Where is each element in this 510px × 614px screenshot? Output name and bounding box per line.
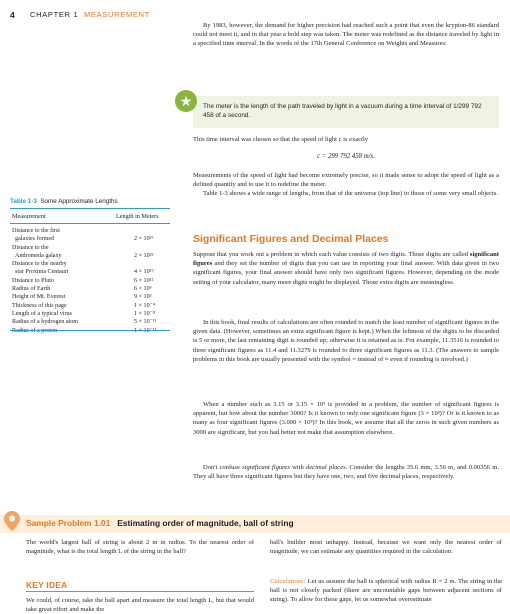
bold-term: significant figures [193, 251, 499, 268]
table-header-measurement: Measurement [12, 213, 46, 220]
table-row [12, 268, 168, 276]
table-cell-measurement: Length of a typical virus [12, 310, 72, 317]
sample-problem-statement: The world's largest ball of string is about 2 m in radius. To the nearest order of magnitude, what is the total length L of the string in the ball? [26, 539, 254, 556]
table-row [12, 260, 168, 268]
table-cell-measurement: Distance to the first [12, 228, 60, 234]
speed-of-light-equation: c = 299 792 458 m/s. [317, 153, 375, 160]
page-number: 4 [10, 10, 15, 20]
table-row [12, 235, 168, 243]
table-cell-measurement: Distance to the [12, 244, 49, 251]
paragraph-text: Let us assume the ball is spherical with radius R = 2 m. The string in the ball is not closely packed (there are uncountable gaps between adjacent sections of string). To allow for these gaps, let us somewhat overestimate [270, 578, 502, 604]
paragraph-significant-figures [193, 250, 499, 287]
table-cell-length: 5 × 10⁻¹¹ [134, 319, 157, 326]
table-cell-measurement: Radius of Earth [12, 286, 51, 293]
calculations-text [270, 577, 502, 605]
table-cell-measurement: Height of Mt. Everest [12, 294, 66, 301]
italic-term: significant figures [242, 464, 290, 471]
sample-problem-heading [26, 518, 294, 528]
table-cell-measurement: Distance to the nearby [12, 261, 67, 268]
paragraph-rounding: In this book, final results of calculations are often rounded to match the least number of significant figures in the given data. (However, sometimes an extra significant figure is kept.) When the leftmost of the digits to be discarded is 5 or more, the last remaining digit is rounded up; otherwise it is retained as is. For example, 11.3516 is rounded to three significant figures as 11.4 and 11.3279 is rounded to three significant figures as 11.3. (The answers to sample problems in this book are usually presented with the symbol = instead of ≈ even if rounding is involved.) [193, 319, 499, 363]
table-cell-length: 4 × 10¹⁶ [134, 269, 154, 276]
table-cell-measurement: star Proxima Centauri [12, 269, 69, 276]
table-rule [10, 208, 170, 209]
paragraph-text: Don't confuse [203, 464, 243, 471]
table-label: Table 1-3 [10, 198, 37, 205]
table-rule [10, 223, 170, 224]
table-cell-measurement: Thickness of this page [12, 302, 67, 309]
table-cell-length: 1 × 10⁻⁸ [134, 310, 155, 317]
table-row [12, 244, 168, 252]
paragraph-text: Suppose that you work out a problem in which each value consists of two digits. Those digits are called [193, 251, 470, 258]
key-idea-text: We could, of course, take the ball apart and measure the total length L, but that would take great effort and make the [26, 597, 254, 614]
chapter-title: MEASUREMENT [83, 10, 151, 19]
table-cell-length: 2 × 10²² [134, 252, 154, 259]
sample-problem-title: Estimating order of magnitude, ball of string [117, 518, 294, 528]
table-row [12, 318, 168, 326]
paragraph-text: Measurements of the speed of light had become extremely precise, so it made sense to adopt the speed of light as a defined quantity and to use it to redefine the meter. [193, 172, 499, 189]
table-rule [10, 330, 170, 331]
location-pin-icon [4, 511, 20, 531]
paragraph-text: and they set the number of digits that you can use in reporting your final answer. With data given in two significant figures, your final answer should have only two significant figures. However, depending on the mode setting of your calculator, many more digits might be displayed. Those extra digits are meaningless. [193, 260, 499, 286]
table-cell-length [134, 227, 168, 235]
table-body [12, 227, 168, 335]
paragraph-meter-history: By 1983, however, the demand for higher precision had reached such a point that even the krypton-86 standard could not meet it, and in that year a bold step was taken. The meter was redefined as the distance traveled by light in a specified time interval. In the words of the 17th General Conference on Weights and Measures: [193, 22, 499, 48]
table-cell-length: 1 × 10⁻⁴ [134, 302, 155, 309]
table-cell-length: 6 × 10¹² [134, 277, 154, 284]
chapter-label [30, 10, 150, 19]
definition-note-text: The meter is the length of the path traveled by light in a vacuum during a time interval of 1/299 792 458 of a second. [203, 103, 482, 119]
sample-problem-continued: ball's builder most unhappy. Instead, because we want only the nearest order of magnitude, we can estimate any quantities required in the calculation. [270, 539, 502, 556]
table-cell-length: 6 × 10⁶ [134, 286, 152, 293]
italic-term: decimal places [305, 464, 346, 471]
key-idea-heading: KEY IDEA [26, 580, 68, 590]
sample-problem-label: Sample Problem 1.01 [26, 518, 111, 528]
table-cell-measurement: Radius of a hydrogen atom [12, 319, 79, 326]
paragraph-time-interval: This time interval was chosen so that the speed of light c is exactly [193, 136, 369, 143]
paragraph-zeros: When a number such as 3.15 or 3.15 × 10³ is provided in a problem, the number of significant figures is apparent, but how about the number 3000? Is it known to only one significant figure (3 × 10³)? Or is it known to as many as four significant figures (3.000 × 10³)? In this book, we assume that all the zeros in such given numbers as 3000 are significant, but you had better not make that assumption elsewhere. [193, 401, 499, 436]
table-cell-length [134, 260, 168, 268]
star-icon: ★ [175, 90, 197, 112]
table-cell-measurement: galaxies formed [12, 236, 55, 243]
table-row [12, 293, 168, 301]
key-idea-rule [26, 591, 254, 592]
paragraph-speed-of-light [193, 171, 499, 199]
section-heading: Significant Figures and Decimal Places [193, 233, 389, 245]
paragraph-text: with [289, 464, 306, 471]
table-row [12, 252, 168, 260]
table-cell-length: 9 × 10³ [134, 294, 152, 301]
table-row [12, 285, 168, 293]
calculations-label: Calculations: [270, 578, 306, 585]
table-title [10, 198, 170, 205]
table-row [12, 302, 168, 310]
table-cell-measurement: Distance to Pluto [12, 277, 54, 284]
paragraph-text: . Consider the lengths 35.6 mm, 3.56 m, and 0.00356 m. They all have three significant figures but they have one, two, and five decimal places, respectively. [193, 464, 499, 481]
chapter-number: CHAPTER 1 [30, 10, 79, 19]
table-row [12, 310, 168, 318]
table-row [12, 227, 168, 235]
table-cell-measurement: Andromeda galaxy [12, 252, 62, 259]
table-row [12, 277, 168, 285]
table-cell-length [134, 244, 168, 252]
table-header-length: Length in Meters [116, 213, 159, 220]
table-cell-length: 2 × 10²⁶ [134, 236, 154, 243]
paragraph-decimal-places [193, 463, 499, 481]
table-caption: Some Approximate Lengths [40, 198, 118, 205]
paragraph-text-table-ref: Table 1-3 shows a wide range of lengths, from that of the universe (top line) to those of some very small objects. [203, 190, 498, 198]
